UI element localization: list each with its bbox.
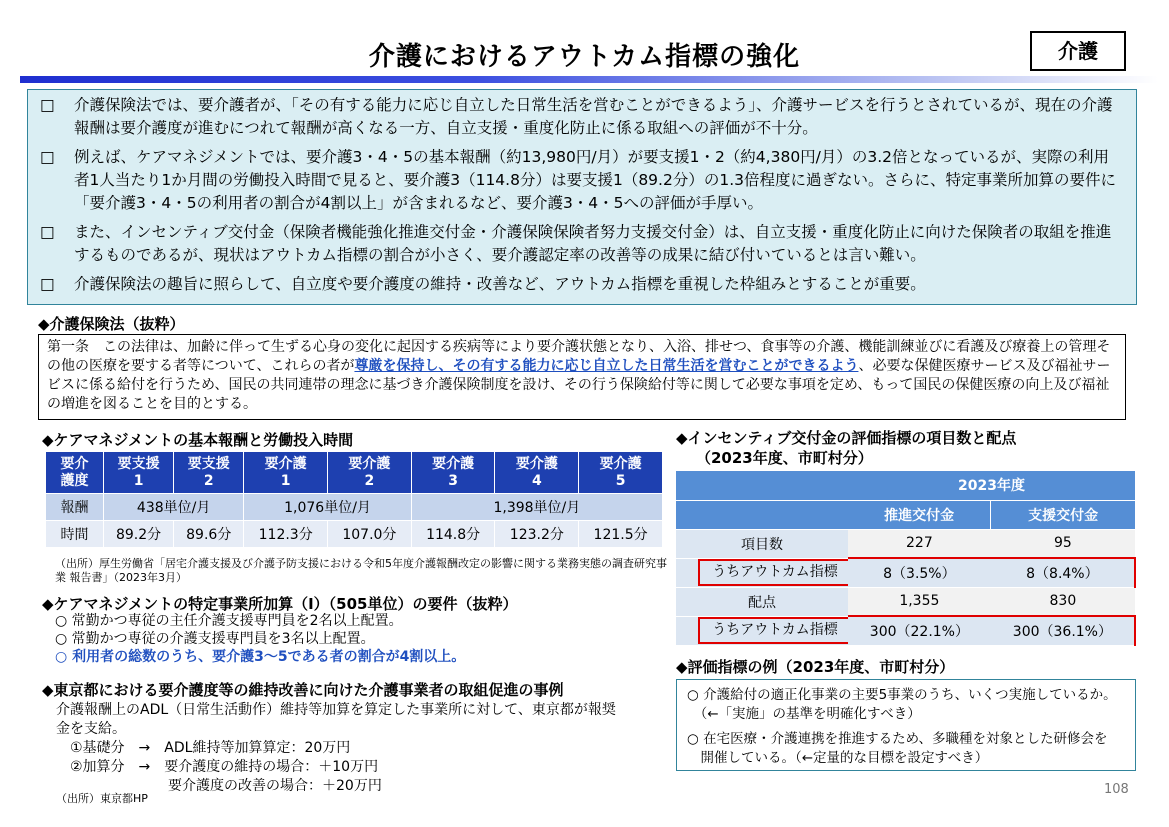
bullet-icon: □: [40, 96, 55, 114]
table-row: [46, 521, 663, 548]
row-label: 報酬: [46, 494, 104, 521]
table-cell: 121.5分: [579, 521, 663, 548]
care-reward-table: [45, 451, 663, 548]
tokyo-line: 金を支給。: [56, 721, 126, 737]
table-cell: 1,355: [848, 587, 991, 616]
table-cell: 830: [991, 587, 1135, 616]
year-header: 2023年度: [848, 471, 1135, 500]
law-heading: ◆介護保険法（抜粋）: [38, 315, 185, 333]
column-header: 要介護 5: [579, 452, 663, 494]
table-cell: 107.0分: [328, 521, 412, 548]
column-header: 要介護 2: [328, 452, 412, 494]
table-row: [676, 558, 1135, 587]
row-label-cell: [676, 558, 848, 587]
summary-text: また、インセンティブ交付金（保険者機能強化推進交付金・介護保険保険者努力支援交付金）は、自立支援・重度化防止に向けた保険者の取組を推進するものであるが、現状はアウトカム指標の割合が小さく、要介護認定率の改善等の成果に結び付いているとは言い難い。: [74, 223, 1112, 264]
eval-heading: ◆評価指標の例（2023年度、市町村分）: [676, 658, 955, 676]
row-label: 配点: [676, 587, 848, 616]
incentive-table: [676, 471, 1136, 646]
column-header: 要支援 1: [104, 452, 174, 494]
table-header-row: [676, 500, 1135, 529]
care-table-heading: ◆ケアマネジメントの基本報酬と労働投入時間: [42, 431, 354, 449]
column-header: 要介 護度: [46, 452, 104, 494]
tokyo-heading: ◆東京都における要介護度等の維持改善に向けた介護事業者の取組促進の事例: [42, 681, 564, 699]
row-label: 時間: [46, 521, 104, 548]
table-cell: 300（36.1%）: [991, 616, 1135, 645]
summary-text: 例えば、ケアマネジメントでは、要介護3・4・5の基本報酬（約13,980円/月）が要支援1・2（約4,380円/月）の3.2倍となっているが、実際の利用者1人当たり1か月間の労働投入時間で見ると、要介護3（114.8分）は要支援1（89.2分）の1.3倍程度に過ぎない。さらに、特定事業所加算の要件に「要介護3・4・5の利用者の割合が4割以上」が含まれるなど、要介護3・4・5への評価が手厚い。: [74, 148, 1116, 212]
column-header: 要支援 2: [174, 452, 244, 494]
table-cell: 112.3分: [244, 521, 328, 548]
table-row: [676, 529, 1135, 558]
table-cell: 1,076単位/月: [244, 494, 411, 521]
tokyo-line: 要介護度の改善の場合：＋20万円: [56, 778, 382, 794]
column-header: 要介護 1: [244, 452, 328, 494]
incentive-heading: ◆インセンティブ交付金の評価指標の項目数と配点: [676, 429, 1017, 447]
table-cell: 123.2分: [495, 521, 579, 548]
list-item-highlight: ○ 利用者の総数のうち、要介護3～5である者の割合が4割以上。: [55, 649, 466, 665]
summary-text: 介護保険法の趣旨に照らして、自立度や要介護度の維持・改善など、アウトカム指標を重視した枠組みとすることが重要。: [74, 275, 926, 293]
row-label: うちアウトカム指標: [698, 617, 850, 644]
table-cell: 1,398単位/月: [411, 494, 662, 521]
table-row: [46, 494, 663, 521]
eval-examples-box: [676, 679, 1136, 771]
bullet-icon: □: [40, 275, 55, 293]
requirements-heading: ◆ケアマネジメントの特定事業所加算（Ⅰ）（505単位）の要件（抜粋）: [42, 595, 518, 613]
tokyo-line: ②加算分 → 要介護度の維持の場合：＋10万円: [56, 759, 379, 775]
law-text-post: 、必要な保健医療サービス及び福祉サービスに係る給付を行うため、国民の共同連帯の理念に基づき介護保険制度を設け、その行う保険給付等に関して必要な事項を定め、もって国民の保健医療の向上及び福祉の増進を図ることを目的とする。: [47, 358, 1111, 412]
title-underline-bar: [20, 76, 1158, 83]
column-header: 支援交付金: [991, 500, 1135, 529]
incentive-subheading: （2023年度、市町村分）: [696, 449, 873, 467]
law-text-pre: 第一条 この法律は、加齢に伴って生ずる心身の変化に起因する疾病等により要介護状態となり、入浴、排せつ、食事等の介護、機能訓練並びに看護及び療養上の管理その他の医療を要する者等について、これらの者が: [47, 339, 1111, 374]
row-label: うちアウトカム指標: [698, 559, 850, 586]
table-cell: 8（3.5%）: [848, 558, 991, 587]
table-header-row: [676, 471, 1135, 500]
table-row: [676, 616, 1135, 645]
bullet-icon: □: [40, 148, 55, 166]
summary-item: [40, 221, 1122, 267]
summary-item: [40, 146, 1122, 215]
list-item: （←「実施」の基準を明確化すべき）: [687, 706, 921, 722]
corner-cell: [676, 500, 848, 529]
summary-item: [40, 94, 1122, 140]
law-excerpt-box: [38, 334, 1126, 420]
table-cell: 114.8分: [411, 521, 495, 548]
row-label: 項目数: [676, 529, 848, 558]
table-cell: 227: [848, 529, 991, 558]
list-item: 開催している。（←定量的な目標を設定すべき）: [687, 750, 989, 766]
corner-cell: [676, 471, 848, 500]
list-item: ○ 常勤かつ専従の主任介護支援専門員を2名以上配置。: [55, 613, 403, 629]
table-cell: 89.6分: [174, 521, 244, 548]
column-header: 要介護 4: [495, 452, 579, 494]
tokyo-source: （出所）東京都HP: [56, 792, 148, 805]
list-item: ○ 常勤かつ専従の介護支援専門員を3名以上配置。: [55, 631, 375, 647]
table-header-row: [46, 452, 663, 494]
table-row: [676, 587, 1135, 616]
requirements-list: [55, 612, 465, 666]
summary-box: [27, 89, 1137, 305]
table-cell: 438単位/月: [104, 494, 244, 521]
page-title: 介護におけるアウトカム指標の強化: [368, 42, 801, 72]
table-cell: 89.2分: [104, 521, 174, 548]
page-number: 108: [1104, 782, 1129, 797]
tokyo-line: ①基礎分 → ADL維持等加算算定：20万円: [56, 740, 351, 756]
table-cell: 300（22.1%）: [848, 616, 991, 645]
care-table-source: （出所）厚生労働省「居宅介護支援及び介護予防支援における令和5年度介護報酬改定の影響に関する業務実態の調査研究事業 報告書」（2023年3月）: [55, 557, 667, 584]
tokyo-line: 介護報酬上のADL（日常生活動作）維持等加算を算定した事業所に対して、東京都が報奨: [56, 702, 616, 718]
list-item: ○ 介護給付の適正化事業の主要5事業のうち、いくつ実施しているか。: [687, 687, 1117, 703]
summary-item: [40, 273, 1122, 296]
column-header: 要介護 3: [411, 452, 495, 494]
category-tag: 介護: [1030, 31, 1126, 71]
summary-text: 介護保険法では、要介護者が、「その有する能力に応じ自立した日常生活を営むことができるよう」、介護サービスを行うとされているが、現在の介護報酬は要介護度が進むにつれて報酬が高くなる一方、自立支援・重度化防止に係る取組への評価が不十分。: [74, 96, 1113, 137]
column-header: 推進交付金: [848, 500, 991, 529]
list-item: ○ 在宅医療・介護連携を推進するため、多職種を対象とした研修会を: [687, 731, 1108, 747]
bullet-icon: □: [40, 223, 55, 241]
tokyo-description: [56, 701, 656, 796]
row-label-cell: [676, 616, 848, 645]
law-text-highlight: 尊厳を保持し、その有する能力に応じ自立した日常生活を営むことができるよう: [354, 358, 859, 374]
table-cell: 8（8.4%）: [991, 558, 1135, 587]
table-cell: 95: [991, 529, 1135, 558]
